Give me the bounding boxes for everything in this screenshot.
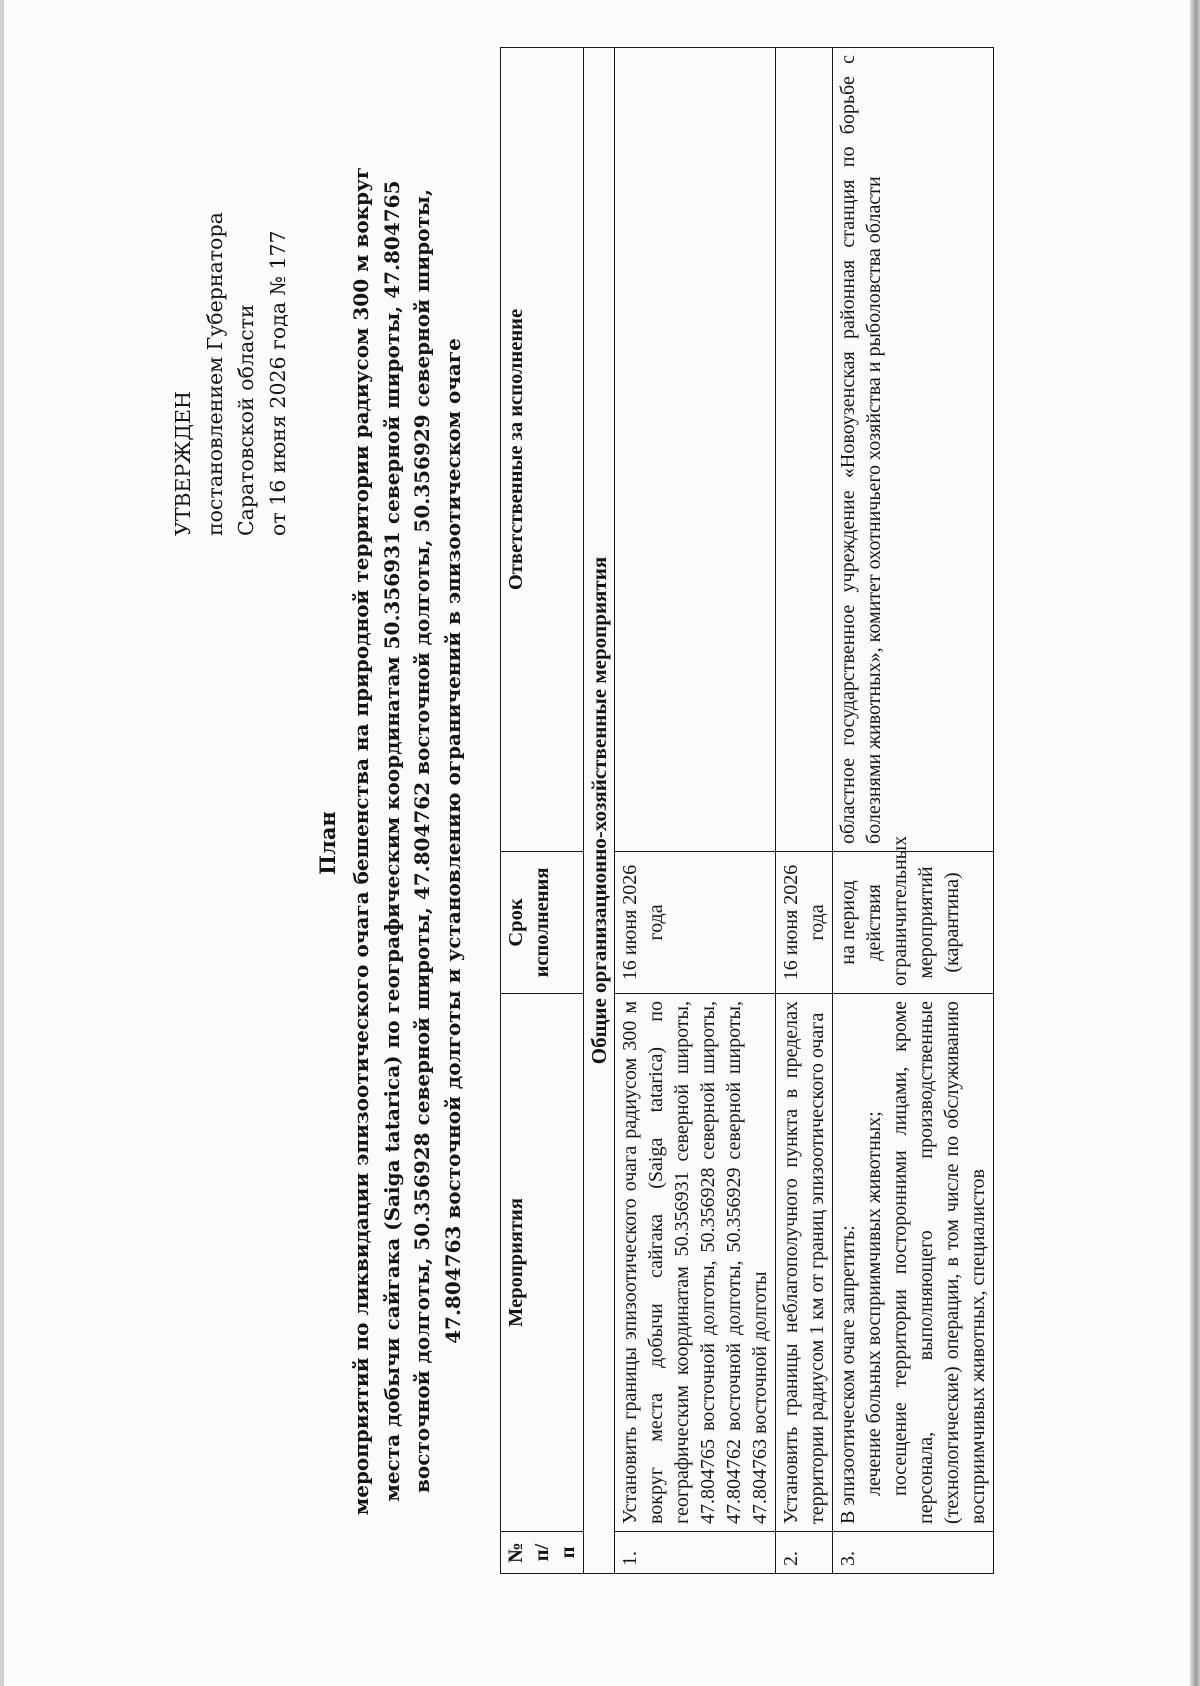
row-number: 2.	[776, 1532, 833, 1574]
header-activity: Мероприятия	[501, 994, 584, 1532]
approval-region: Саратовской области	[234, 304, 258, 536]
row-number: 1.	[615, 1532, 776, 1574]
row-term: 16 июня 2026 года	[776, 852, 833, 994]
table-row	[615, 48, 776, 1574]
row-activity	[833, 994, 994, 1532]
table-row	[833, 48, 994, 1574]
approval-decree: постановлением Губернатора	[202, 212, 227, 536]
row-activity: Установить границы неблагополучного пункта в пределах территории радиусом 1 км от границ эпизоотического очага	[776, 994, 833, 1532]
document-title: План	[315, 811, 340, 875]
row-term: на период действия ограничительных мероприятий (карантина)	[833, 852, 994, 994]
plan-table	[500, 47, 994, 1574]
row-responsible	[615, 48, 776, 852]
row-activity: Установить границы эпизоотического очага радиусом 300 м вокруг места добычи сайгака (Saiga tatarica) по географическим координатам 50.356931 северной широты, 47.804765 восточной долготы, 50.356928 северной широты, 47.804762 восточной долготы, 50.356929 северной широты, 47.804763 восточной долготы	[615, 994, 776, 1532]
header-term: Срок исполнения	[501, 852, 584, 994]
row-responsible	[776, 48, 833, 852]
section-heading: Общие организационно-хозяйственные мероприятия	[584, 48, 615, 1574]
approval-heading: УТВЕРЖДЕН	[171, 391, 195, 536]
row-term: 16 июня 2026 года	[615, 852, 776, 994]
document-subtitle: мероприятий по ликвидации эпизоотического очага бешенства на природной территории радиусом 300 м вокруг места добычи сайгака (Saiga tatarica) по географическим координатам 50.356931 северной широты, 47.804765 восточной долготы, 50.356928 северной широты, 47.804762 восточной долготы, 50.356929 северной широты, 47.804763 восточной долготы и установлению ограничений в эпизоотическом очаге	[349, 166, 465, 1516]
approval-stamp	[168, 156, 294, 536]
table-header-row	[501, 48, 584, 1574]
approval-date: от 16 июня 2026 года № 177	[265, 230, 290, 536]
table-section-row	[584, 48, 615, 1574]
activity-item: лечение больных восприимчивых животных;	[863, 1111, 885, 1496]
row-number: 3.	[833, 1532, 994, 1574]
header-responsible: Ответственные за исполнение	[501, 48, 584, 852]
activity-item: посещение территории посторонними лицами, кроме персонала, выполняющего производственные (технологические) операции, в том числе по обслуживанию восприимчивых животных, специалистов	[889, 1001, 989, 1524]
header-number: № п/п	[501, 1532, 584, 1574]
activity-intro: В эпизоотическом очаге запретить:	[837, 1225, 859, 1524]
row-responsible: областное государственное учреждение «Новоузенская районная станция по борьбе с болезнями животных», комитет охотничьего хозяйства и рыболовства области	[833, 48, 994, 852]
table-row	[776, 48, 833, 1574]
